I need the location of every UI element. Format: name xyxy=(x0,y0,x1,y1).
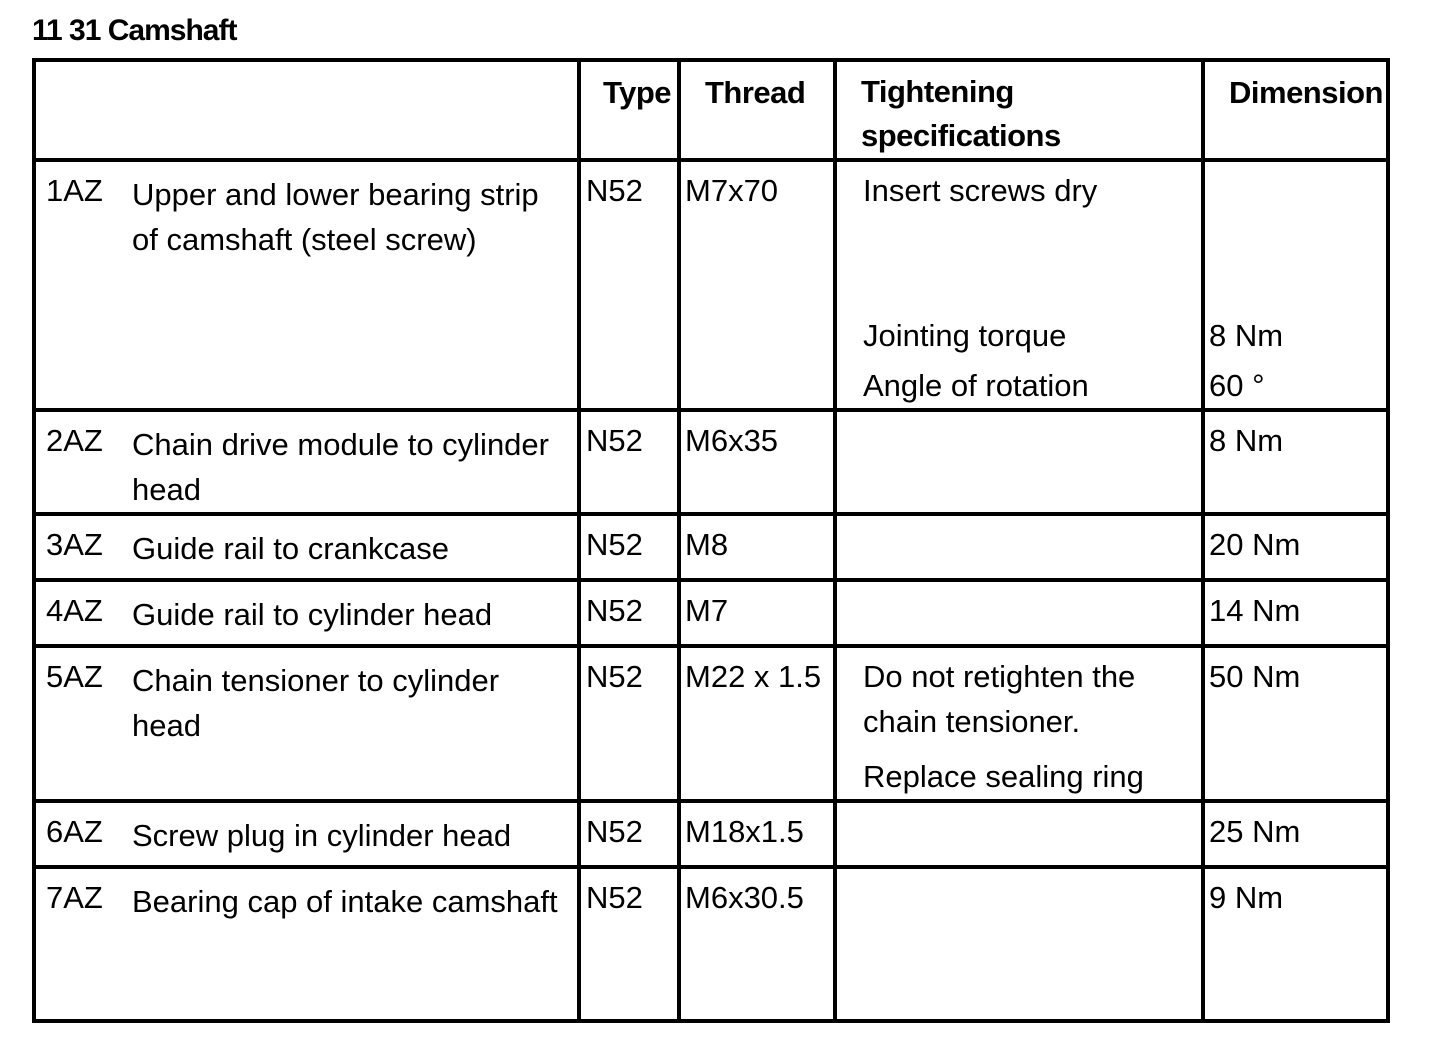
row-type: N52 xyxy=(579,646,679,801)
row-dimension: 14 Nm xyxy=(1203,580,1388,646)
row-type: N52 xyxy=(579,410,679,514)
row-description: Chain drive module to cylinder head xyxy=(132,427,549,507)
row-dimension: 50 Nm xyxy=(1203,646,1388,801)
dimension-line: 60 ° xyxy=(1209,368,1265,403)
row-tightening xyxy=(835,410,1203,514)
row-dimension xyxy=(1203,160,1388,410)
row-code: 7AZ xyxy=(46,880,103,915)
row-code: 5AZ xyxy=(46,659,103,694)
row-dimension: 8 Nm xyxy=(1203,410,1388,514)
row-type: N52 xyxy=(579,867,679,1021)
row-type: N52 xyxy=(579,801,679,867)
row-label-cell xyxy=(34,801,579,867)
row-thread: M6x35 xyxy=(679,410,835,514)
tightening-line: Insert screws dry xyxy=(863,173,1098,208)
row-description: Bearing cap of intake camshaft xyxy=(132,884,558,919)
header-thread: Thread xyxy=(679,60,835,160)
header-type: Type xyxy=(579,60,679,160)
row-thread: M8 xyxy=(679,514,835,580)
tightening-line: Replace sealing ring xyxy=(863,759,1144,794)
row-description: Screw plug in cylinder head xyxy=(132,818,512,853)
row-label-cell xyxy=(34,160,579,410)
row-label-cell xyxy=(34,514,579,580)
row-code: 3AZ xyxy=(46,527,103,562)
row-thread: M7x70 xyxy=(679,160,835,410)
row-tightening xyxy=(835,514,1203,580)
row-description: Chain tensioner to cylinder head xyxy=(132,663,500,743)
row-code: 1AZ xyxy=(46,173,103,208)
row-tightening xyxy=(835,801,1203,867)
row-code: 4AZ xyxy=(46,593,103,628)
row-tightening xyxy=(835,646,1203,801)
tightening-line: Angle of rotation xyxy=(863,368,1089,403)
row-dimension: 25 Nm xyxy=(1203,801,1388,867)
row-code: 2AZ xyxy=(46,423,103,458)
row-label-cell xyxy=(34,410,579,514)
table-row xyxy=(34,514,1388,580)
table-row xyxy=(34,160,1388,410)
tightening-line: Do not retighten the chain tensioner. xyxy=(863,659,1136,739)
row-description: Guide rail to crankcase xyxy=(132,531,450,566)
row-description: Upper and lower bearing strip of camshaft (steel screw) xyxy=(132,177,539,257)
row-thread: M6x30.5 xyxy=(679,867,835,1021)
table-row xyxy=(34,410,1388,514)
row-label-cell xyxy=(34,580,579,646)
tightening-line: Jointing torque xyxy=(863,318,1067,353)
row-thread: M7 xyxy=(679,580,835,646)
row-type: N52 xyxy=(579,580,679,646)
row-code: 6AZ xyxy=(46,814,103,849)
row-thread: M22 x 1.5 xyxy=(679,646,835,801)
row-tightening xyxy=(835,160,1203,410)
dimension-line: 8 Nm xyxy=(1209,318,1284,353)
row-label-cell xyxy=(34,646,579,801)
table-row xyxy=(34,580,1388,646)
row-type: N52 xyxy=(579,514,679,580)
row-description: Guide rail to cylinder head xyxy=(132,597,493,632)
row-type: N52 xyxy=(579,160,679,410)
table-row xyxy=(34,867,1388,1021)
torque-spec-table xyxy=(32,58,1390,1023)
header-tightening: Tightening specifications xyxy=(835,60,1203,160)
row-tightening xyxy=(835,867,1203,1021)
header-blank xyxy=(34,60,579,160)
row-thread: M18x1.5 xyxy=(679,801,835,867)
header-dimension: Dimension xyxy=(1203,60,1388,160)
row-dimension: 20 Nm xyxy=(1203,514,1388,580)
header-row xyxy=(34,60,1388,160)
row-tightening xyxy=(835,580,1203,646)
row-label-cell xyxy=(34,867,579,1021)
page-title: 11 31 Camshaft xyxy=(32,14,237,47)
row-dimension: 9 Nm xyxy=(1203,867,1388,1021)
table-row xyxy=(34,646,1388,801)
table-row xyxy=(34,801,1388,867)
